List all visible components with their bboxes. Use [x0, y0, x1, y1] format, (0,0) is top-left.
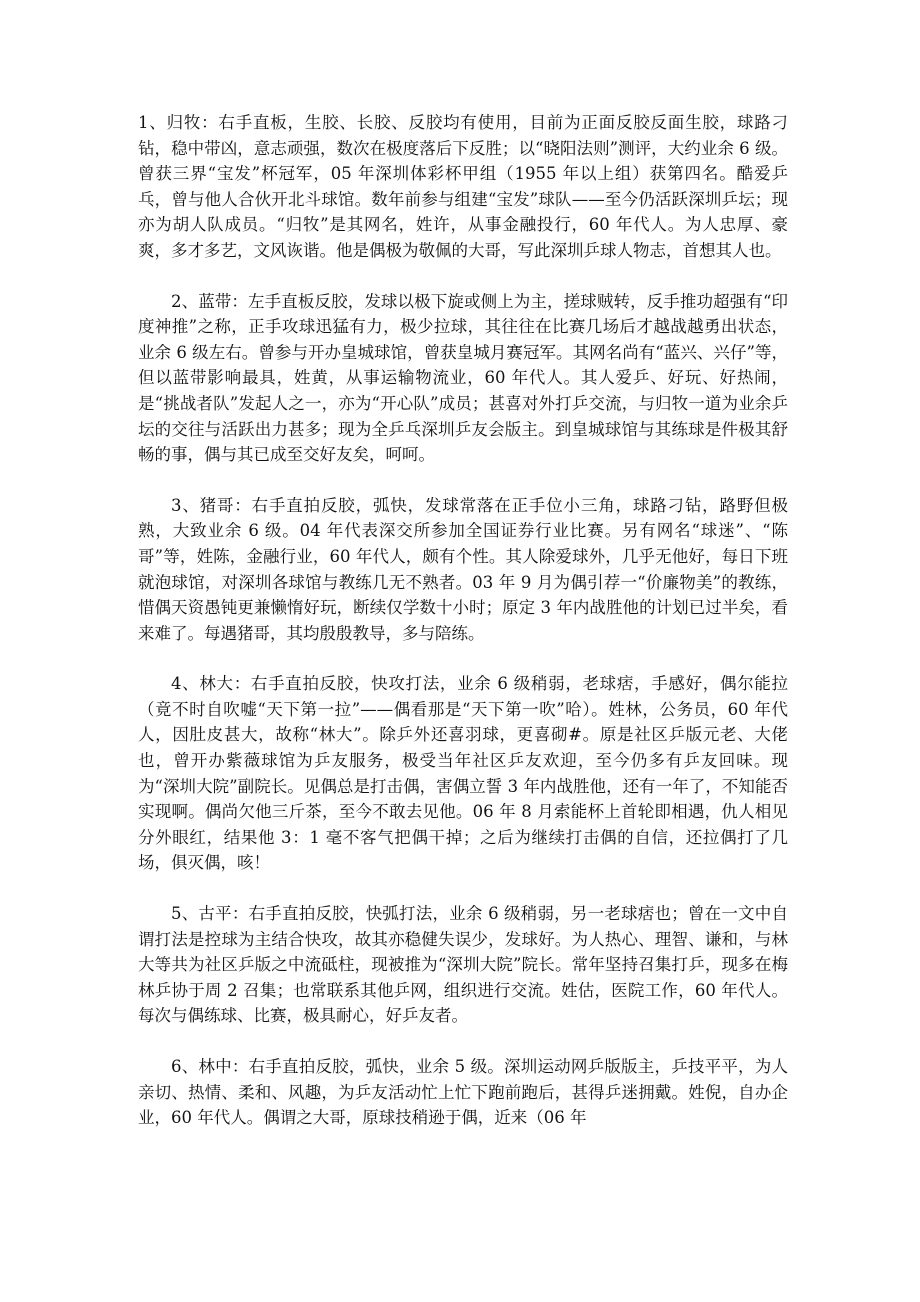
paragraph-guimu: 1、归牧：右手直板，生胶、长胶、反胶均有使用，目前为正面反胶反面生胶，球路刁钻，稳中带凶，意志顽强，数次在极度落后下反胜；以“晓阳法则”测评，大约业余 6 级。曾获三界“宝发”杯冠军，05 年深圳体彩杯甲组（1955 年以上组）获第四名。酷爱乒乓，曾与他人合伙开北斗球馆。数年前参与组建“宝发”球队——至今仍活跃深圳乒坛；现亦为胡人队成员。“归牧”是其网名，姓许，从事金融投行，60 年代人。为人忠厚、豪爽，多才多艺，文风诙谐。他是偶极为敬佩的大哥，写此深圳乒球人物志，首想其人也。	[138, 113, 788, 260]
paragraph-guping: 5、古平：右手直拍反胶，快弧打法，业余 6 级稍弱，另一老球痞也；曾在一文中自谓打法是控球为主结合快攻，故其亦稳健失误少，发球好。为人热心、理智、谦和，与林大等共为社区乒版之中流砥柱，现被推为“深圳大院”院长。常年坚持召集打乒，现多在梅林乒协于周 2 召集；也常联系其他乒网，组织进行交流。姓估，医院工作，60 年代人。每次与偶练球、比赛，极具耐心，好乒友者。	[138, 904, 788, 1026]
paragraph-zhuge: 3、猪哥：右手直拍反胶，弧快，发球常落在正手位小三角，球路刁钻，路野但极熟，大致业余 6 级。04 年代表深交所参加全国证券行业比赛。另有网名“球迷”、“陈哥”等，姓陈，金融行业，60 年代人，颇有个性。其人除爱球外，几乎无他好，每日下班就泡球馆，对深圳各球馆与教练几无不熟者。03 年 9 月为偶引荐一“价廉物美”的教练，惜偶天资愚钝更兼懒惰好玩，断续仅学数十小时；原定 3 年内战胜他的计划已过半矣，看来难了。每遇猪哥，其均殷殷教导，多与陪练。	[138, 495, 788, 643]
paragraph-linda: 4、林大：右手直拍反胶，快攻打法，业余 6 级稍弱，老球痞，手感好，偶尔能拉（竟不时自吹嘘“天下第一拉”——偶看那是“天下第一吹”哈）。姓林，公务员，60 年代人，因肚皮甚大，故称“林大”。除乒外还喜羽球，更喜砌#。原是社区乒版元老、大佬也，曾开办紫薇球馆为乒友服务，极受当年社区乒友欢迎，至今仍多有乒友回味。现为“深圳大院”副院长。见偶总是打击偶，害偶立誓 3 年内战胜他，还有一年了，不知能否实现啊。偶尚欠他三斤茶，至今不敢去见他。06 年 8 月索能杯上首轮即相遇，仇人相见分外眼红，结果他 3：1 毫不客气把偶干掉；之后为继续打击偶的自信，还拉偶打了几场，俱灭偶，咳！	[138, 674, 788, 873]
paragraph-landai: 2、蓝带：左手直板反胶，发球以极下旋或侧上为主，搓球贼转，反手推功超强有“印度神推”之称，正手攻球迅猛有力，极少拉球，其往往在比赛几场后才越战越勇出状态，业余 6 级左右。曾参与开办皇城球馆，曾获皇城月赛冠军。其网名尚有“蓝兴、兴仔”等，但以蓝带影响最具，姓黄，从事运输物流业，60 年代人。其人爱乒、好玩、好热闹，是“挑战者队”发起人之一，亦为“开心队”成员；甚喜对外打乒交流，与归牧一道为业余乒坛的交往与活跃出力甚多；现为全乒乓深圳乒友会版主。到皇城球馆与其练球是件极其舒畅的事，偶与其已成至交好友矣，呵呵。	[138, 291, 788, 465]
paragraph-linzhong: 6、林中：右手直拍反胶，弧快，业余 5 级。深圳运动网乒版版主，乒技平平，为人亲切、热情、柔和、风趣，为乒友活动忙上忙下跑前跑后，甚得乒迷拥戴。姓倪，自办企业，60 年代人。偶谓之大哥，原球技稍逊于偶，近来（06 年	[138, 1057, 788, 1128]
document-body	[138, 110, 788, 1156]
